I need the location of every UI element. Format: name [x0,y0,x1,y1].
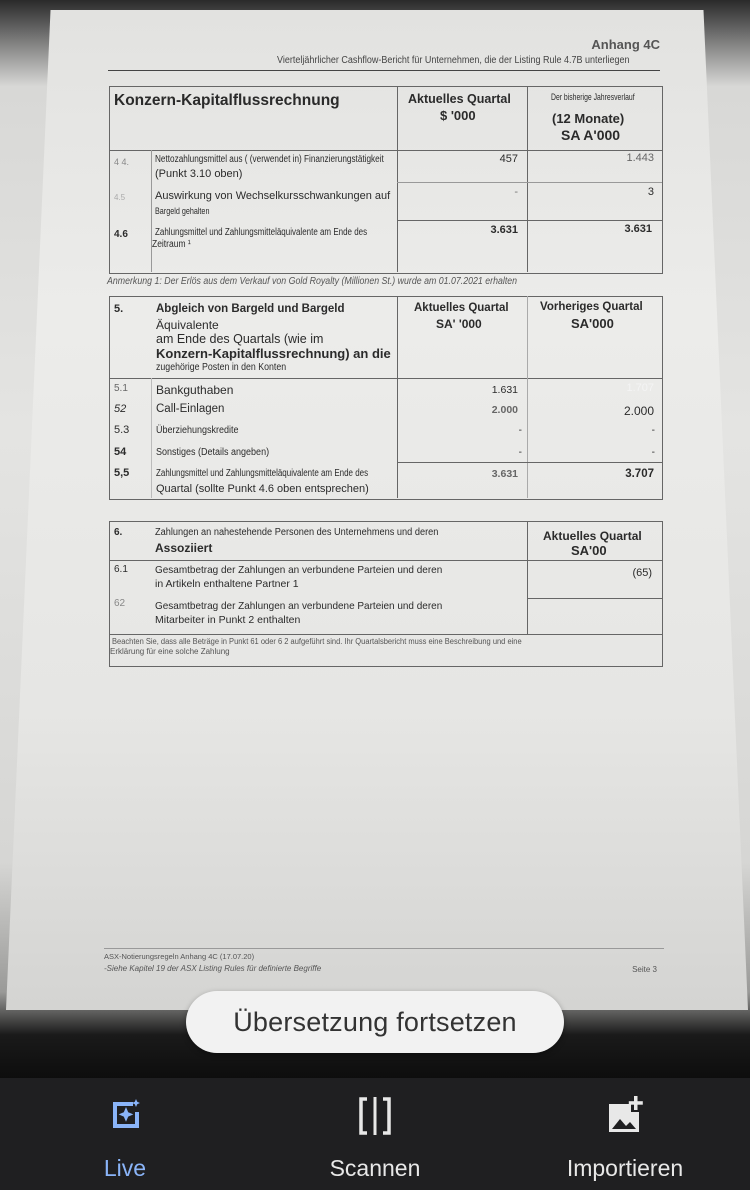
row-5-2-number: 52 [114,403,127,415]
section4-col-divider-2 [527,86,528,272]
row-5-1-label: Bankguthaben [156,383,234,397]
row-5-4-number: 54 [114,446,127,458]
row-5-2-label: Call-Einlagen [156,403,225,415]
section6-note-line2: Erklärung für eine solche Zahlung [110,647,230,656]
row-6-2-number: 62 [114,598,126,609]
row-5-5-label-line2: Quartal (sollte Punkt 4.6 oben entsprechen) [156,483,369,495]
section4-col1-unit: $ '000 [440,108,476,123]
tab-live[interactable] [25,1096,225,1182]
row-5-3-label: Überziehungskredite [156,425,239,436]
row-4-4-ytd: 1.443 [626,152,654,164]
row-4-4-number: 4 4. [114,157,130,167]
section6-row-rule-1 [527,598,662,599]
section4-col-divider-1 [397,86,398,272]
row-4-5-ytd: 3 [647,186,654,198]
footer-line1: ASX-Notierungsregeln Anhang 4C (17.07.20) [104,952,255,961]
row-5-1-previous: 1.707 [626,382,654,394]
document-subtitle: Vierteljährlicher Cashflow-Bericht für Unternehmen, die der Listing Rule 4.7B unterliegen [277,55,630,66]
section6-title-line2: Assoziiert [155,541,213,555]
row-6-1-number: 6.1 [114,564,128,575]
section6-number: 6. [114,527,123,538]
section4-col2-unit: SA A'000 [561,127,621,143]
section6-col-divider [527,521,528,635]
row-5-3-previous: - [651,425,655,436]
section4-num-divider [151,150,152,272]
section6-header-rule [109,560,662,561]
section5-col-divider-2 [527,296,528,498]
row-4-6-label-line2: Zeitraum ¹ [152,239,191,250]
section5-col1-unit: SA' '000 [436,317,482,331]
continue-translation-button[interactable]: Übersetzung fortsetzen [186,991,564,1053]
section4-row-rule-1 [397,182,662,183]
row-4-6-label: Zahlungsmittel und Zahlungsmitteläquivalente am Ende des [155,227,368,238]
row-5-3-number: 5.3 [114,424,130,436]
section5-col-divider-1 [397,296,398,498]
section5-title-line1: Abgleich von Bargeld und Bargeld [156,303,345,315]
row-4-5-label: Auswirkung von Wechselkursschwankungen auf [155,190,391,202]
section5-col2-unit: SA'000 [571,316,614,331]
row-5-5-number: 5,5 [114,467,130,479]
row-5-3-current: - [518,425,522,436]
row-4-4-label-line2: (Punkt 3.10 oben) [155,168,243,180]
row-4-6-current: 3.631 [490,224,518,236]
row-6-2-label: Gesamtbetrag der Zahlungen an verbundene Parteien und deren [155,600,443,612]
row-4-6-ytd: 3.631 [624,223,652,235]
bottom-toolbar [0,1078,750,1190]
section4-row-rule-2 [397,220,662,221]
section6-col-heading: Aktuelles Quartal [543,529,642,543]
row-6-1-value: (65) [632,567,652,579]
row-4-5-label-line2: Bargeld gehalten [155,206,210,216]
row-6-2-label-line2: Mitarbeiter in Punkt 2 enthalten [155,614,301,626]
row-5-1-current: 1.631 [491,384,518,396]
footer-page-number: Seite 3 [632,965,657,974]
section4-col1-heading: Aktuelles Quartal [408,92,511,106]
row-5-4-label: Sonstiges (Details angeben) [156,447,270,458]
row-5-2-current: 2.000 [491,404,518,416]
header-rule [108,70,660,71]
tab-import-label: Importieren [566,1155,684,1181]
section5-title-line5: zugehörige Posten in den Konten [156,362,287,373]
tab-live-label: Live [103,1155,147,1181]
section5-col2-heading: Vorheriges Quartal [540,301,643,313]
tab-scan[interactable] [275,1096,475,1182]
tab-import[interactable] [525,1096,725,1182]
section6-row-rule-2 [109,634,662,635]
section5-title-line2: Äquivalente [156,318,219,332]
annex-label: Anhang 4C [591,37,660,52]
row-5-1-number: 5.1 [114,383,128,394]
row-5-2-previous: 2.000 [623,404,654,418]
row-4-4-current: 457 [499,153,518,165]
footer-rule [104,948,664,949]
row-6-1-label-line2: in Artikeln enthaltene Partner 1 [155,578,299,590]
section4-header-rule [109,150,662,151]
section6-note-line1: Beachten Sie, dass alle Beträge in Punkt 61 oder 6 2 aufgeführt sind. Ihr Quartalsbericht muss eine Beschreibung und eine [112,637,522,646]
row-4-5-number: 4.5 [114,193,126,202]
row-5-5-current: 3.631 [491,468,518,480]
section5-title-line3: am Ende des Quartals (wie im [156,332,324,346]
add-image-icon [605,1096,645,1141]
row-5-4-current: - [518,447,522,458]
row-5-5-label: Zahlungsmittel und Zahlungsmitteläquivalente am Ende des [156,468,369,479]
row-4-6-number: 4.6 [114,229,128,240]
scan-icon [355,1096,395,1141]
section5-total-rule [397,462,662,463]
section5-num-divider [151,378,152,498]
row-5-4-previous: - [651,447,655,458]
row-5-5-previous: 3.707 [625,468,654,480]
tab-scan-label: Scannen [329,1155,421,1181]
row-6-1-label: Gesamtbetrag der Zahlungen an verbundene Parteien und deren [155,564,443,576]
row-4-4-label: Nettozahlungsmittel aus ( (verwendet in) Finanzierungstätigkeit [155,154,384,165]
footer-line2: -Siehe Kapitel 19 der ASX Listing Rules für definierte Begriffe [104,964,322,973]
row-4-5-current: - [514,186,518,198]
section6-title-line1: Zahlungen an nahestehende Personen des Unternehmens und deren [155,527,439,538]
sparkle-icon [105,1096,145,1141]
section4-col2-period: (12 Monate) [552,111,625,126]
section4-title: Konzern-Kapitalflussrechnung [114,92,340,109]
section6-col-unit: SA'00 [571,543,607,558]
section5-header-rule [109,378,662,379]
section5-col1-heading: Aktuelles Quartal [414,302,509,314]
section5-number: 5. [114,303,124,315]
section4-col2-heading: Der bisherige Jahresverlauf [551,92,635,103]
section5-title-line4: Konzern-Kapitalflussrechnung) an die [156,346,391,361]
section4-footnote: Anmerkung 1: Der Erlös aus dem Verkauf von Gold Royalty (Millionen St.) wurde am 01.07.2021 erhalten [107,276,518,287]
